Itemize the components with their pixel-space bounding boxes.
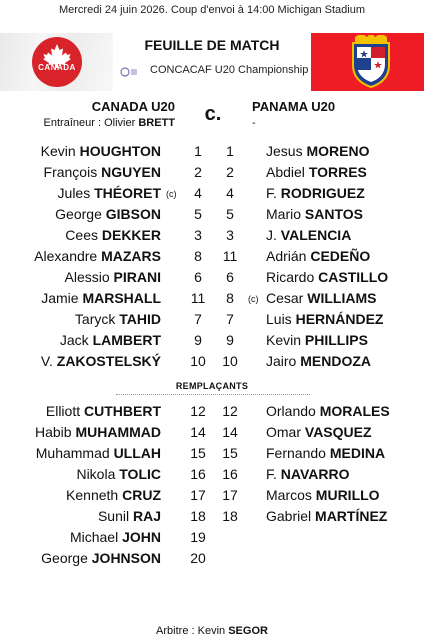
substitutes-heading: REMPLAÇANTS: [175, 381, 249, 391]
home-sub: [66, 487, 161, 503]
home-player-number: 10: [190, 353, 206, 369]
away-player-number: 5: [226, 206, 234, 222]
home-sub: [41, 550, 161, 566]
panama-flag-panel: [311, 33, 424, 91]
player-first-name: Abdiel: [266, 164, 305, 180]
player-last-name: VASQUEZ: [304, 424, 372, 440]
starter-row: [0, 311, 424, 332]
player-last-name: TAHID: [119, 311, 161, 327]
player-first-name: Elliott: [45, 403, 81, 419]
player-first-name: Alessio: [64, 269, 110, 285]
player-first-name: Kenneth: [66, 487, 119, 503]
player-last-name: VALENCIA: [280, 227, 352, 243]
player-last-name: WILLIAMS: [307, 290, 377, 306]
away-coach: -: [252, 117, 256, 129]
player-first-name: Alexandre: [34, 248, 98, 264]
referee: [0, 625, 424, 637]
home-sub: [98, 508, 161, 524]
player-first-name: François: [43, 164, 98, 180]
home-coach-label: Entraîneur :: [43, 117, 105, 129]
home-sub-number: 16: [190, 466, 206, 482]
away-player: [266, 185, 365, 201]
starter-row: [0, 227, 424, 248]
starter-row: [0, 143, 424, 164]
home-sub-number: 14: [190, 424, 206, 440]
home-coach: [0, 117, 175, 129]
home-coach-first: Olivier: [104, 117, 136, 129]
versus-label: c.: [204, 103, 222, 125]
away-sub: [266, 424, 372, 440]
player-last-name: DEKKER: [101, 227, 161, 243]
away-sub: [266, 466, 349, 482]
player-first-name: Habib: [34, 424, 72, 440]
starter-row: [0, 185, 424, 206]
home-coach-last: BRETT: [138, 117, 175, 129]
away-sub-number: 15: [222, 445, 238, 461]
starter-row: [0, 206, 424, 227]
away-player: [266, 143, 369, 159]
home-sub-number: 15: [190, 445, 206, 461]
panama-crest-icon: [349, 35, 393, 89]
referee-last-name: SEGOR: [228, 625, 268, 637]
away-sub: [266, 445, 385, 461]
player-last-name: MARSHALL: [82, 290, 161, 306]
canada-crest-label: CANADA: [38, 63, 76, 72]
home-player: [41, 353, 161, 369]
player-first-name: Nikola: [76, 466, 116, 482]
home-sub: [70, 529, 161, 545]
sub-row: [0, 445, 424, 466]
player-last-name: MORENO: [306, 143, 370, 159]
player-last-name: RAJ: [132, 508, 161, 524]
player-last-name: ULLAH: [113, 445, 161, 461]
player-last-name: CRUZ: [122, 487, 161, 503]
home-player-number: 7: [194, 311, 202, 327]
away-player-number: 10: [222, 353, 238, 369]
player-last-name: MENDOZA: [300, 353, 372, 369]
starter-row: [0, 353, 424, 374]
player-first-name: George: [55, 206, 102, 222]
home-player-number: 1: [194, 143, 202, 159]
competition-name: CONCACAF U20 Championship: [150, 64, 309, 76]
home-player-number: 2: [194, 164, 202, 180]
player-first-name: F.: [266, 466, 277, 482]
home-player-number: 11: [190, 290, 206, 306]
player-last-name: NGUYEN: [101, 164, 161, 180]
home-player: [41, 143, 161, 159]
away-player: [266, 164, 367, 180]
player-last-name: LAMBERT: [92, 332, 161, 348]
player-first-name: Mario: [266, 206, 302, 222]
home-player: [44, 164, 161, 180]
away-player-number: 4: [226, 185, 234, 201]
player-first-name: Adrián: [266, 248, 307, 264]
header-banner: [0, 33, 424, 91]
captain-marker: (c): [166, 189, 177, 199]
away-player: [266, 269, 388, 285]
home-sub: [46, 403, 161, 419]
home-player-number: 8: [194, 248, 202, 264]
home-sub-number: 18: [190, 508, 206, 524]
home-player: [65, 227, 161, 243]
player-last-name: THÉORET: [94, 185, 161, 201]
player-last-name: GIBSON: [105, 206, 161, 222]
sub-row: [0, 487, 424, 508]
player-first-name: F.: [266, 185, 277, 201]
sub-row: [0, 466, 424, 487]
home-sub: [35, 424, 161, 440]
player-last-name: PHILLIPS: [304, 332, 368, 348]
away-player: [266, 206, 363, 222]
home-player: [65, 269, 161, 285]
player-last-name: NAVARRO: [280, 466, 350, 482]
canada-crest-icon: [32, 37, 82, 87]
home-player: [41, 290, 161, 306]
player-first-name: Cesar: [266, 290, 304, 306]
player-last-name: CASTILLO: [318, 269, 389, 285]
player-last-name: CEDEÑO: [310, 248, 371, 264]
player-first-name: Luis: [266, 311, 292, 327]
home-sub-number: 17: [190, 487, 206, 503]
home-player-number: 9: [194, 332, 202, 348]
home-sub-number: 12: [190, 403, 206, 419]
home-player-number: 4: [194, 185, 202, 201]
player-first-name: Cees: [65, 227, 98, 243]
away-player-number: 1: [226, 143, 234, 159]
home-player: [60, 332, 161, 348]
home-sub-number: 19: [190, 529, 206, 545]
player-first-name: Sunil: [97, 508, 130, 524]
player-first-name: Jairo: [266, 353, 297, 369]
away-player: [266, 290, 376, 306]
starter-row: [0, 332, 424, 353]
player-last-name: MEDINA: [329, 445, 386, 461]
starter-row: [0, 248, 424, 269]
away-player: [266, 311, 383, 327]
player-first-name: Jesus: [266, 143, 303, 159]
player-first-name: Taryck: [74, 311, 116, 327]
player-last-name: TOLIC: [119, 466, 161, 482]
player-last-name: ZAKOSTELSKÝ: [56, 353, 161, 369]
player-last-name: HOUGHTON: [79, 143, 161, 159]
away-player-number: 8: [226, 290, 234, 306]
substitutes-divider: [116, 394, 310, 395]
home-player: [75, 311, 161, 327]
home-player: [58, 185, 161, 201]
player-first-name: V.: [40, 353, 53, 369]
home-sub-number: 20: [190, 550, 206, 566]
player-last-name: MURILLO: [315, 487, 380, 503]
player-first-name: Kevin: [266, 332, 302, 348]
sub-row: [0, 403, 424, 424]
player-last-name: MUHAMMAD: [75, 424, 161, 440]
away-team-name: PANAMA U20: [252, 99, 336, 114]
player-last-name: MARTÍNEZ: [315, 508, 388, 524]
home-player-number: 3: [194, 227, 202, 243]
away-sub-number: 18: [222, 508, 238, 524]
away-player: [266, 227, 351, 243]
player-first-name: Fernando: [266, 445, 326, 461]
starter-row: [0, 269, 424, 290]
player-last-name: PIRANI: [113, 269, 161, 285]
away-player-number: 3: [226, 227, 234, 243]
sub-row: [0, 550, 424, 571]
home-team-name: CANADA U20: [91, 99, 175, 114]
away-player: [266, 248, 370, 264]
player-first-name: Jamie: [41, 290, 79, 306]
starter-row: [0, 290, 424, 311]
away-player: [266, 353, 371, 369]
home-sub: [36, 445, 161, 461]
player-first-name: Muhammad: [35, 445, 110, 461]
player-first-name: Jack: [59, 332, 89, 348]
sub-row: [0, 529, 424, 550]
referee-first-name: Kevin: [197, 625, 226, 637]
player-last-name: SANTOS: [304, 206, 363, 222]
away-sub: [266, 508, 387, 524]
match-info: Mercredi 24 juin 2026. Coup d'envoi à 14:00 Michigan Stadium: [58, 4, 365, 16]
home-player-number: 5: [194, 206, 202, 222]
player-first-name: George: [41, 550, 88, 566]
away-sub-number: 14: [222, 424, 238, 440]
away-player-number: 11: [222, 248, 238, 264]
sub-row: [0, 424, 424, 445]
home-player: [55, 206, 161, 222]
away-player: [266, 332, 368, 348]
player-last-name: MORALES: [319, 403, 390, 419]
player-last-name: MAZARS: [101, 248, 161, 264]
player-first-name: Kevin: [40, 143, 76, 159]
away-player-number: 7: [226, 311, 234, 327]
away-sub-number: 12: [222, 403, 238, 419]
player-last-name: TORRES: [308, 164, 367, 180]
away-sub-number: 17: [222, 487, 238, 503]
player-last-name: RODRIGUEZ: [280, 185, 365, 201]
player-last-name: HERNÁNDEZ: [295, 311, 384, 327]
away-player-number: 6: [226, 269, 234, 285]
referee-label: Arbitre :: [156, 625, 198, 637]
player-first-name: Michael: [69, 529, 119, 545]
player-first-name: Marcos: [266, 487, 312, 503]
captain-marker: (c): [248, 294, 259, 304]
home-player-number: 6: [194, 269, 202, 285]
player-first-name: J.: [266, 227, 277, 243]
away-player-number: 2: [226, 164, 234, 180]
canada-flag-panel: [0, 33, 113, 91]
away-sub: [266, 403, 390, 419]
player-first-name: Omar: [266, 424, 301, 440]
page-title: FEUILLE DE MATCH: [144, 37, 280, 53]
player-last-name: JOHNSON: [91, 550, 161, 566]
sub-row: [0, 508, 424, 529]
player-first-name: Ricardo: [266, 269, 315, 285]
player-last-name: CUTHBERT: [84, 403, 161, 419]
away-player-number: 9: [226, 332, 234, 348]
home-sub: [76, 466, 161, 482]
concacaf-logo-icon: [120, 66, 138, 78]
starter-row: [0, 164, 424, 185]
player-first-name: Jules: [57, 185, 91, 201]
player-first-name: Gabriel: [266, 508, 312, 524]
away-sub-number: 16: [222, 466, 238, 482]
away-sub: [266, 487, 380, 503]
player-first-name: Orlando: [266, 403, 316, 419]
home-player: [34, 248, 161, 264]
player-last-name: JOHN: [122, 529, 161, 545]
